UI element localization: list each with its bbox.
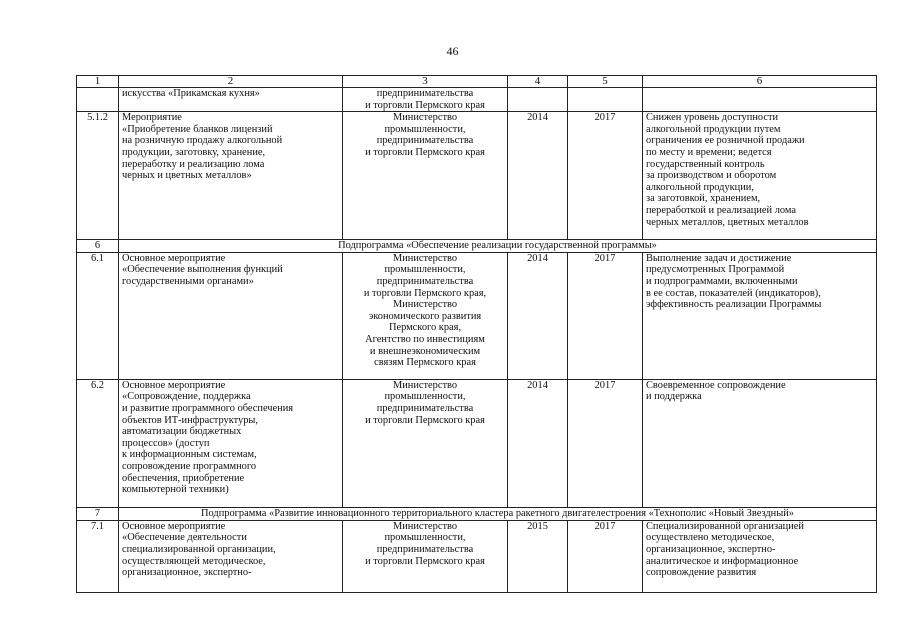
activity-name-cell: искусства «Прикамская кухня» (119, 88, 343, 112)
row-number-cell: 7.1 (77, 520, 119, 592)
row-number-cell (77, 88, 119, 112)
end-year-cell: 2017 (568, 520, 643, 592)
start-year-cell: 2014 (508, 379, 568, 507)
subprogram-title: Подпрограмма «Обеспечение реализации государственной программы» (119, 240, 877, 253)
header-cell: 3 (343, 76, 508, 88)
end-year-cell: 2017 (568, 112, 643, 240)
subprogram-id: 6 (77, 240, 119, 253)
activity-name-cell: Основное мероприятие «Обеспечение деятельности специализированной организации, осуществляющей методическое, организационное, экспертно- (119, 520, 343, 592)
executor-cell: Министерство промышленности, предпринимательства и торговли Пермского края (343, 520, 508, 592)
executor-cell: предпринимательства и торговли Пермского края (343, 88, 508, 112)
activities-table (76, 75, 877, 593)
activity-name-cell: Мероприятие «Приобретение бланков лицензий на розничную продажу алкогольной продукции, заготовку, хранение, переработку и реализацию лома черных и цветных металлов» (119, 112, 343, 240)
start-year-cell: 2015 (508, 520, 568, 592)
executor-cell: Министерство промышленности, предпринимательства и торговли Пермского края, Министерство экономического развития Пермского края, Агентство по инвестициям и внешнеэкономическим связям Пермского края (343, 252, 508, 379)
start-year-cell (508, 88, 568, 112)
table-row (77, 112, 877, 240)
table-row (77, 88, 877, 112)
end-year-cell (568, 88, 643, 112)
executor-cell: Министерство промышленности, предпринимательства и торговли Пермского края (343, 112, 508, 240)
header-cell: 2 (119, 76, 343, 88)
end-year-cell: 2017 (568, 379, 643, 507)
expected-result-cell: Специализированной организацией осуществлено методическое, организационное, экспертно- аналитическое и информационное сопровождение развития (643, 520, 877, 592)
table-row (77, 252, 877, 379)
page-number: 46 (446, 44, 459, 58)
expected-result-cell: Снижен уровень доступности алкогольной продукции путем ограничения ее розничной продажи по месту и времени; ведется государственный контроль за производством и оборотом алкогольной продукции, за заготовкой, хранением, переработкой и реализацией лома черных металлов, цветных металлов (643, 112, 877, 240)
row-number-cell: 6.1 (77, 252, 119, 379)
start-year-cell: 2014 (508, 112, 568, 240)
header-cell: 1 (77, 76, 119, 88)
subprogram-id: 7 (77, 507, 119, 520)
expected-result-cell: Выполнение задач и достижение предусмотренных Программой и подпрограммами, включенными в ее состав, показателей (индикаторов), эффективность реализации Программы (643, 252, 877, 379)
table-row (77, 379, 877, 507)
header-cell: 6 (643, 76, 877, 88)
header-row (77, 76, 877, 88)
row-number-cell: 6.2 (77, 379, 119, 507)
end-year-cell: 2017 (568, 252, 643, 379)
expected-result-cell (643, 88, 877, 112)
activity-name-cell: Основное мероприятие «Обеспечение выполнения функций государственными органами» (119, 252, 343, 379)
executor-cell: Министерство промышленности, предпринимательства и торговли Пермского края (343, 379, 508, 507)
table-body (77, 76, 877, 593)
subprogram-row (77, 507, 877, 520)
start-year-cell: 2014 (508, 252, 568, 379)
expected-result-cell: Своевременное сопровождение и поддержка (643, 379, 877, 507)
activity-name-cell: Основное мероприятие «Сопровождение, поддержка и развитие программного обеспечения объектов ИТ-инфраструктуры, автоматизации бюджетных процессов» (доступ к информационным системам, сопровождение программного обеспечения, приобретение компьютерной техники) (119, 379, 343, 507)
header-cell: 5 (568, 76, 643, 88)
header-cell: 4 (508, 76, 568, 88)
row-number-cell: 5.1.2 (77, 112, 119, 240)
table-row (77, 520, 877, 592)
subprogram-row (77, 240, 877, 253)
subprogram-title: Подпрограмма «Развитие инновационного территориального кластера ракетного двигателестроения «Технополис «Новый Звездный» (119, 507, 877, 520)
